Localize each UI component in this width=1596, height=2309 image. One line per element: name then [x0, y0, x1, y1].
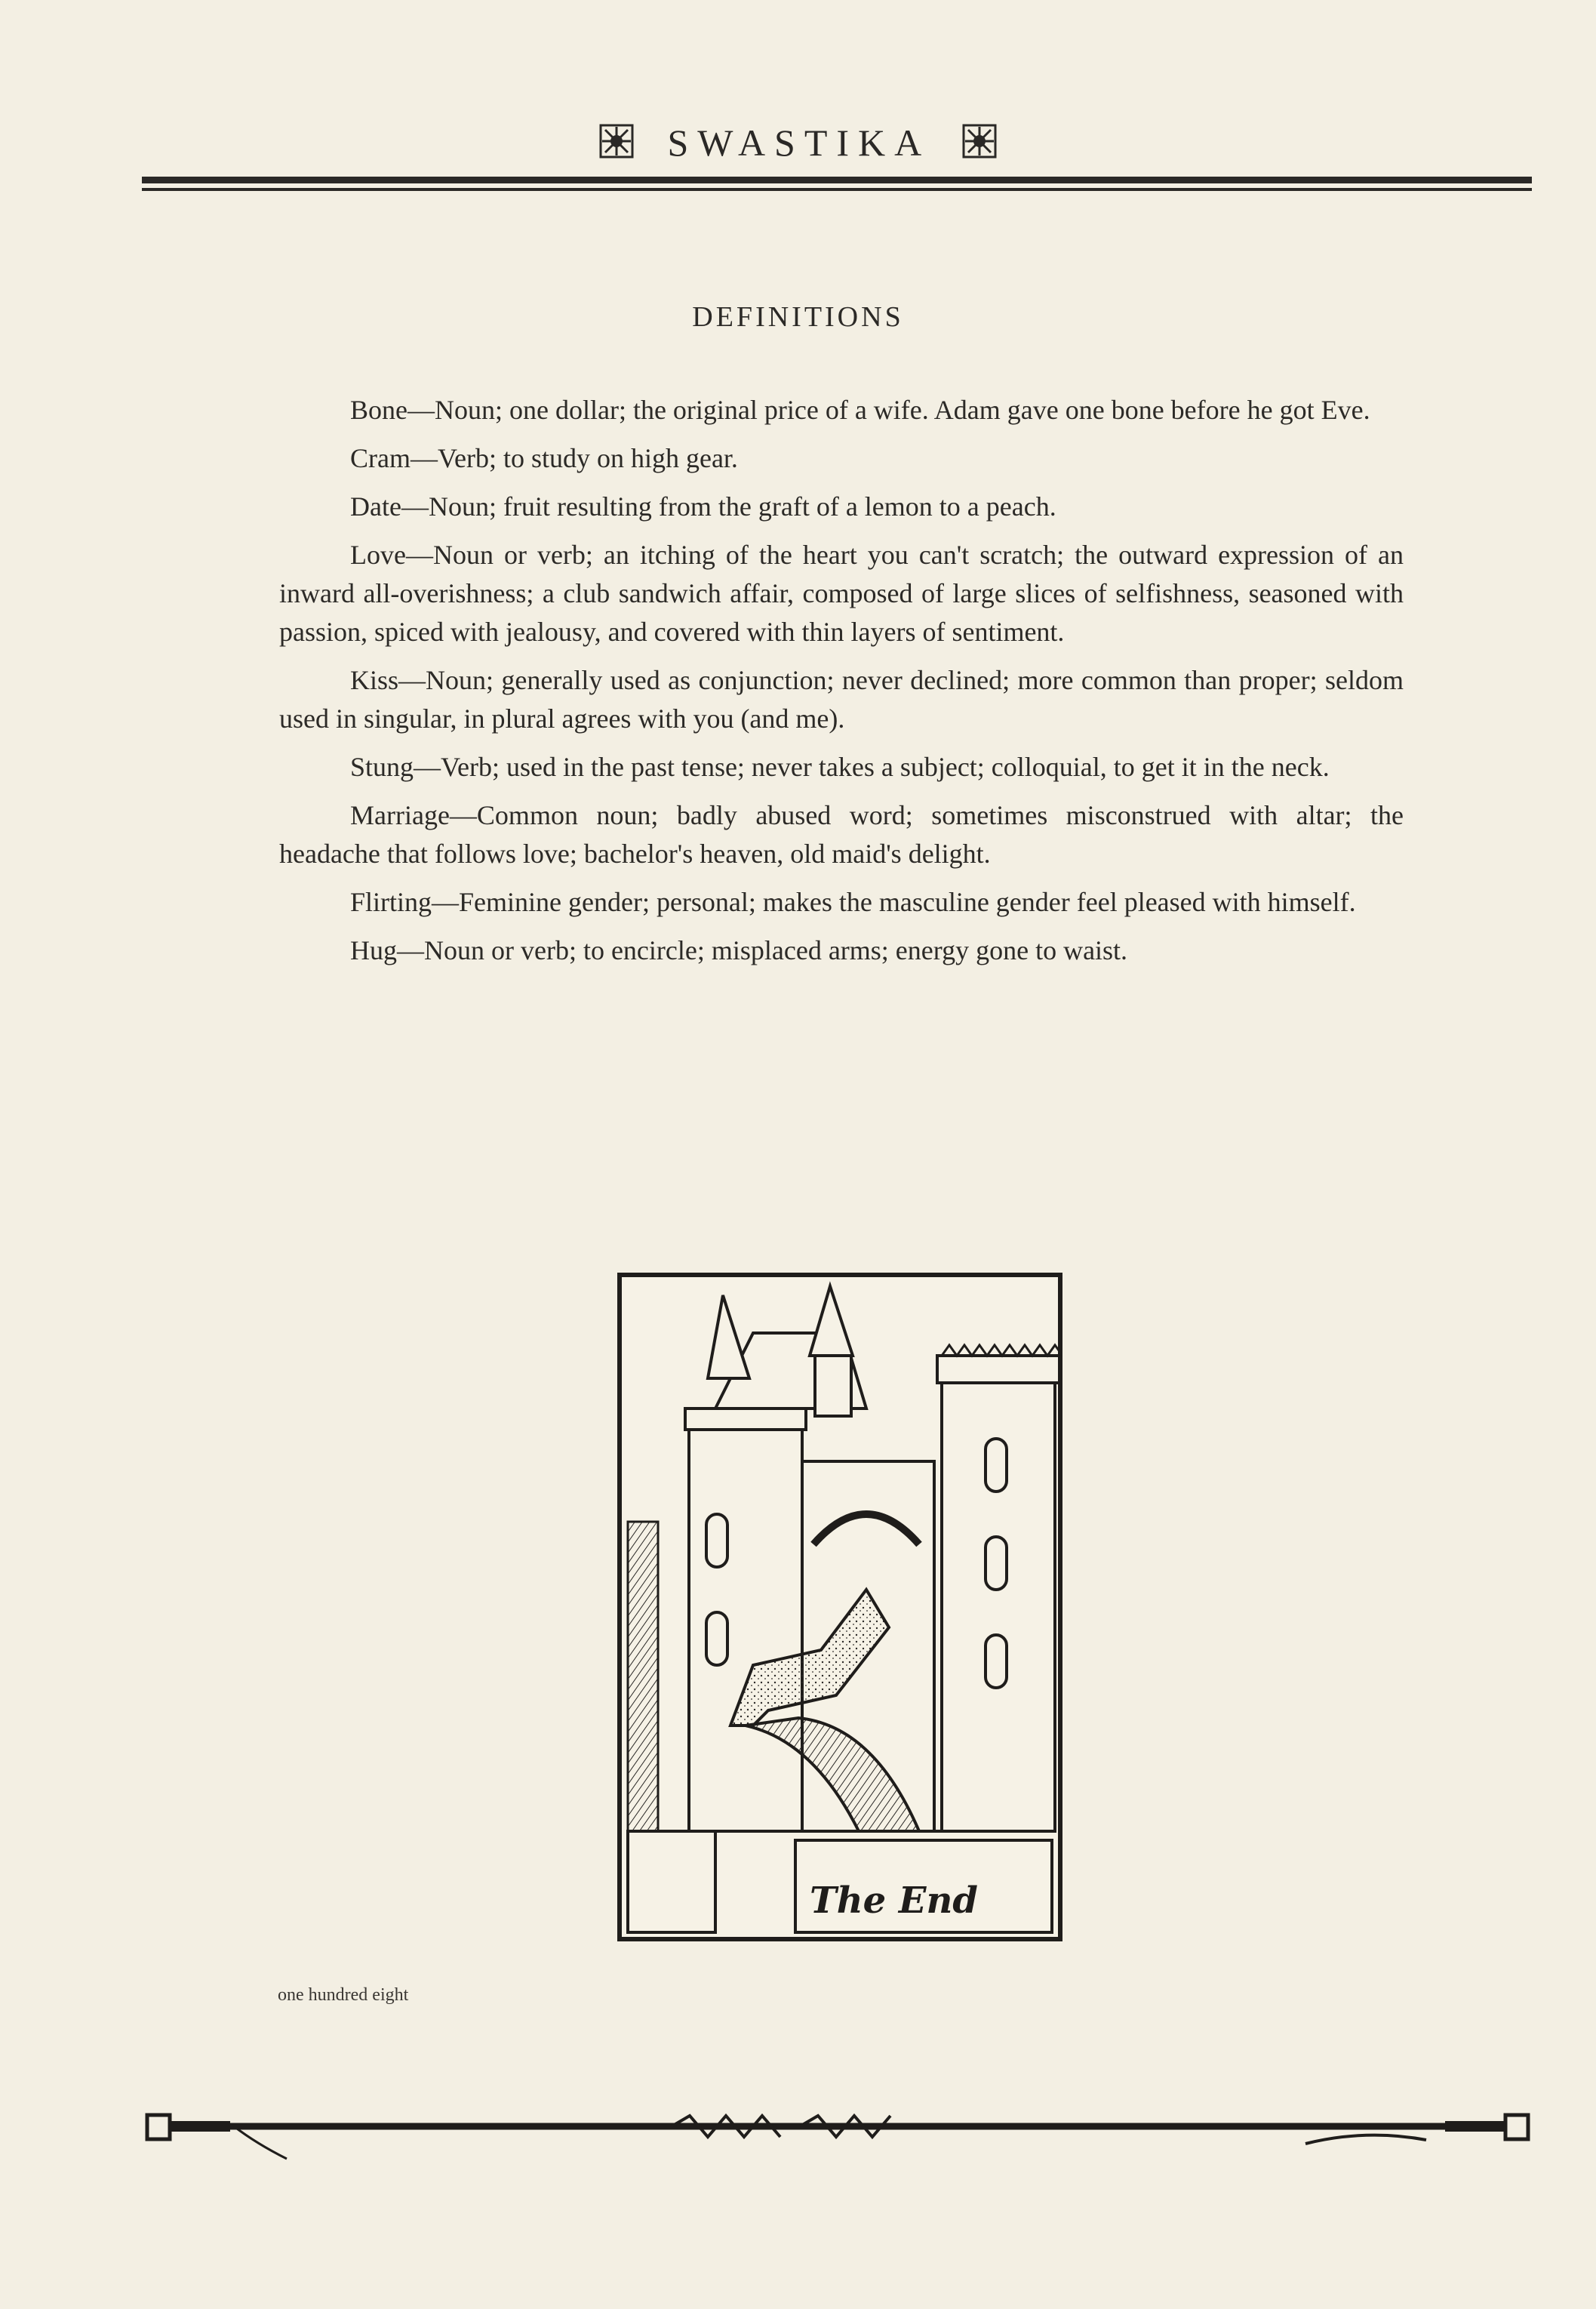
definition-cram: Cram—Verb; to study on high gear. — [350, 443, 738, 473]
castle-illustration — [617, 1273, 1062, 1941]
header-title: SWASTIKA — [667, 122, 929, 164]
definition-bone: Bone—Noun; one dollar; the original price of a wife. Adam gave one bone before he got Eve. — [350, 395, 1370, 425]
definition-date: Date—Noun; fruit resulting from the graft of a lemon to a peach. — [350, 491, 1056, 522]
page-number: one hundred eight — [278, 1985, 409, 2005]
section-title: DEFINITIONS — [692, 301, 904, 333]
definition-stung: Stung—Verb; used in the past tense; never takes a subject; colloquial, to get it in the neck. — [350, 752, 1330, 782]
definition-flirting: Flirting—Feminine gender; personal; makes the masculine gender feel pleased with himself. — [350, 887, 1356, 917]
definition-marriage: Marriage—Common noun; badly abused word; sometimes misconstrued with altar; the headache that follows love; bachelor's heaven, old maid's delight. — [279, 800, 1404, 869]
footer-ornament — [143, 2098, 1532, 2166]
definitions-list — [279, 391, 1404, 980]
definition-kiss: Kiss—Noun; generally used as conjunction; never declined; more common than proper; seldom used in singular, in plural agrees with you (and me). — [279, 665, 1404, 734]
ornament-icon — [961, 122, 998, 160]
ornament-icon — [598, 122, 635, 160]
definition-hug: Hug—Noun or verb; to encircle; misplaced arms; energy gone to waist. — [350, 935, 1128, 965]
header-rule-thick — [142, 177, 1532, 183]
header-rule-thin — [142, 188, 1532, 191]
running-header — [0, 121, 1596, 165]
illustration-caption: The End — [810, 1880, 978, 1922]
definition-love: Love—Noun or verb; an itching of the heart you can't scratch; the outward expression of an inward all-overishness; a club sandwich affair, composed of large slices of selfishness, seasoned with passion, spiced with jealousy, and covered with thin layers of sentiment. — [279, 540, 1404, 647]
